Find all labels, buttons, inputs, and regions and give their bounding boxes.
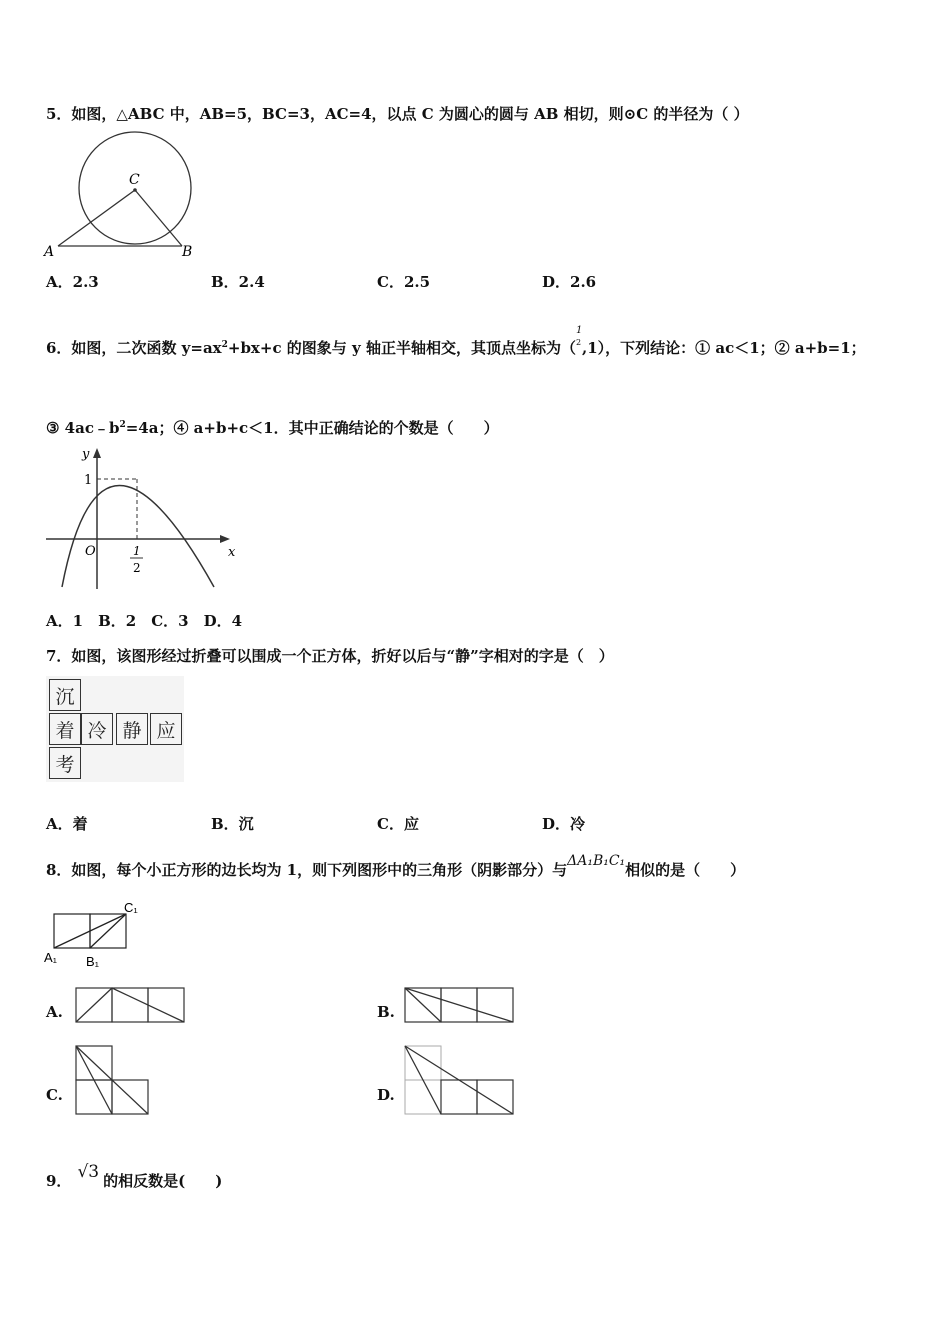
q7-option-b[interactable]: B．沉 bbox=[211, 815, 254, 833]
q8-label-a1: A₁ bbox=[44, 950, 58, 965]
q7-option-a[interactable]: A．着 bbox=[46, 815, 88, 833]
q7-cell-5: 应 bbox=[150, 713, 182, 745]
q7-cell-4: 静 bbox=[116, 713, 148, 745]
q5-label-a: A bbox=[44, 244, 55, 260]
q5-option-a[interactable]: A．2.3 bbox=[46, 273, 99, 291]
q6-options[interactable]: A．1 B．2 C．3 D．4 bbox=[46, 612, 243, 630]
q5-option-c[interactable]: C．2.5 bbox=[377, 273, 431, 291]
q9-radical: √3 bbox=[77, 1162, 100, 1182]
q6-label-origin: O bbox=[85, 544, 96, 559]
q8-symbol: ΔA₁B₁C₁ bbox=[567, 853, 626, 869]
q9-text: 9． √3 的相反数是( ) bbox=[46, 1162, 223, 1190]
q8-label-b1: B₁ bbox=[86, 954, 100, 969]
q8-option-a[interactable]: A. bbox=[46, 1003, 63, 1021]
q5-line-ac bbox=[58, 190, 135, 246]
q7-cell-6: 考 bbox=[49, 747, 81, 779]
q6-label-half-num: 1 bbox=[133, 544, 141, 558]
q8-text: 8．如图，每个小正方形的边长均为 1，则下列图形中的三角形（阴影部分）与ΔA₁B₁C₁相似的是（ ） bbox=[46, 853, 746, 879]
q8-figure-d bbox=[403, 1044, 515, 1118]
q5-circle bbox=[79, 132, 191, 244]
q6-label-half-den: 2 bbox=[133, 561, 141, 575]
q5-line-bc bbox=[135, 190, 182, 246]
q7-text: 7．如图，该图形经过折叠可以围成一个正方体，折好以后与“静”字相对的字是（ ） bbox=[46, 647, 614, 665]
q7-net bbox=[46, 676, 186, 784]
q7-cell-3: 冷 bbox=[81, 713, 113, 745]
q6-line2: ③ $4ac﹣b^2=4a$；④ a+b+c＜1．其中正确结论的个数是（ ） bbox=[46, 419, 499, 437]
q8-figure-c bbox=[74, 1044, 150, 1118]
q8-reference bbox=[42, 898, 152, 970]
q5-label-b: B bbox=[182, 244, 193, 260]
q6-line1: 6．如图，二次函数 $y=ax^2+bx+c$ 的图象与 y 轴正半轴相交，其顶点坐标为（ 1 2 ,1），下列结论：① ac＜1；② a+b=1； bbox=[46, 325, 866, 357]
q6-label-y: y bbox=[82, 447, 90, 462]
q5-point-c bbox=[133, 188, 137, 192]
q5-option-b[interactable]: B．2.4 bbox=[211, 273, 265, 291]
q6-graph bbox=[44, 442, 244, 592]
q8-option-c[interactable]: C. bbox=[46, 1086, 63, 1104]
q8-option-b[interactable]: B. bbox=[377, 1003, 395, 1021]
q8-label-c1: C₁ bbox=[124, 900, 138, 915]
q7-option-c[interactable]: C．应 bbox=[377, 815, 419, 833]
q7-cell-2: 着 bbox=[49, 713, 81, 745]
q6-y-arrow bbox=[93, 448, 101, 458]
q8-figure-a bbox=[74, 986, 186, 1024]
q6-x-arrow bbox=[220, 535, 230, 543]
q5-label-c: C bbox=[129, 172, 140, 188]
q6-label-x: x bbox=[228, 545, 236, 560]
q7-option-d[interactable]: D．冷 bbox=[542, 815, 586, 833]
q7-cell-1: 沉 bbox=[49, 679, 81, 711]
q5-figure bbox=[40, 128, 210, 260]
q8-option-d[interactable]: D. bbox=[377, 1086, 395, 1104]
q6-label-one: 1 bbox=[84, 473, 93, 488]
q5-option-d[interactable]: D．2.6 bbox=[542, 273, 597, 291]
q5-text: 5．如图，△ABC 中，AB=5，BC=3，AC=4，以点 C 为圆心的圆与 AB 相切，则⊙C 的半径为（ ） bbox=[46, 105, 749, 123]
q8-figure-b bbox=[403, 986, 515, 1024]
